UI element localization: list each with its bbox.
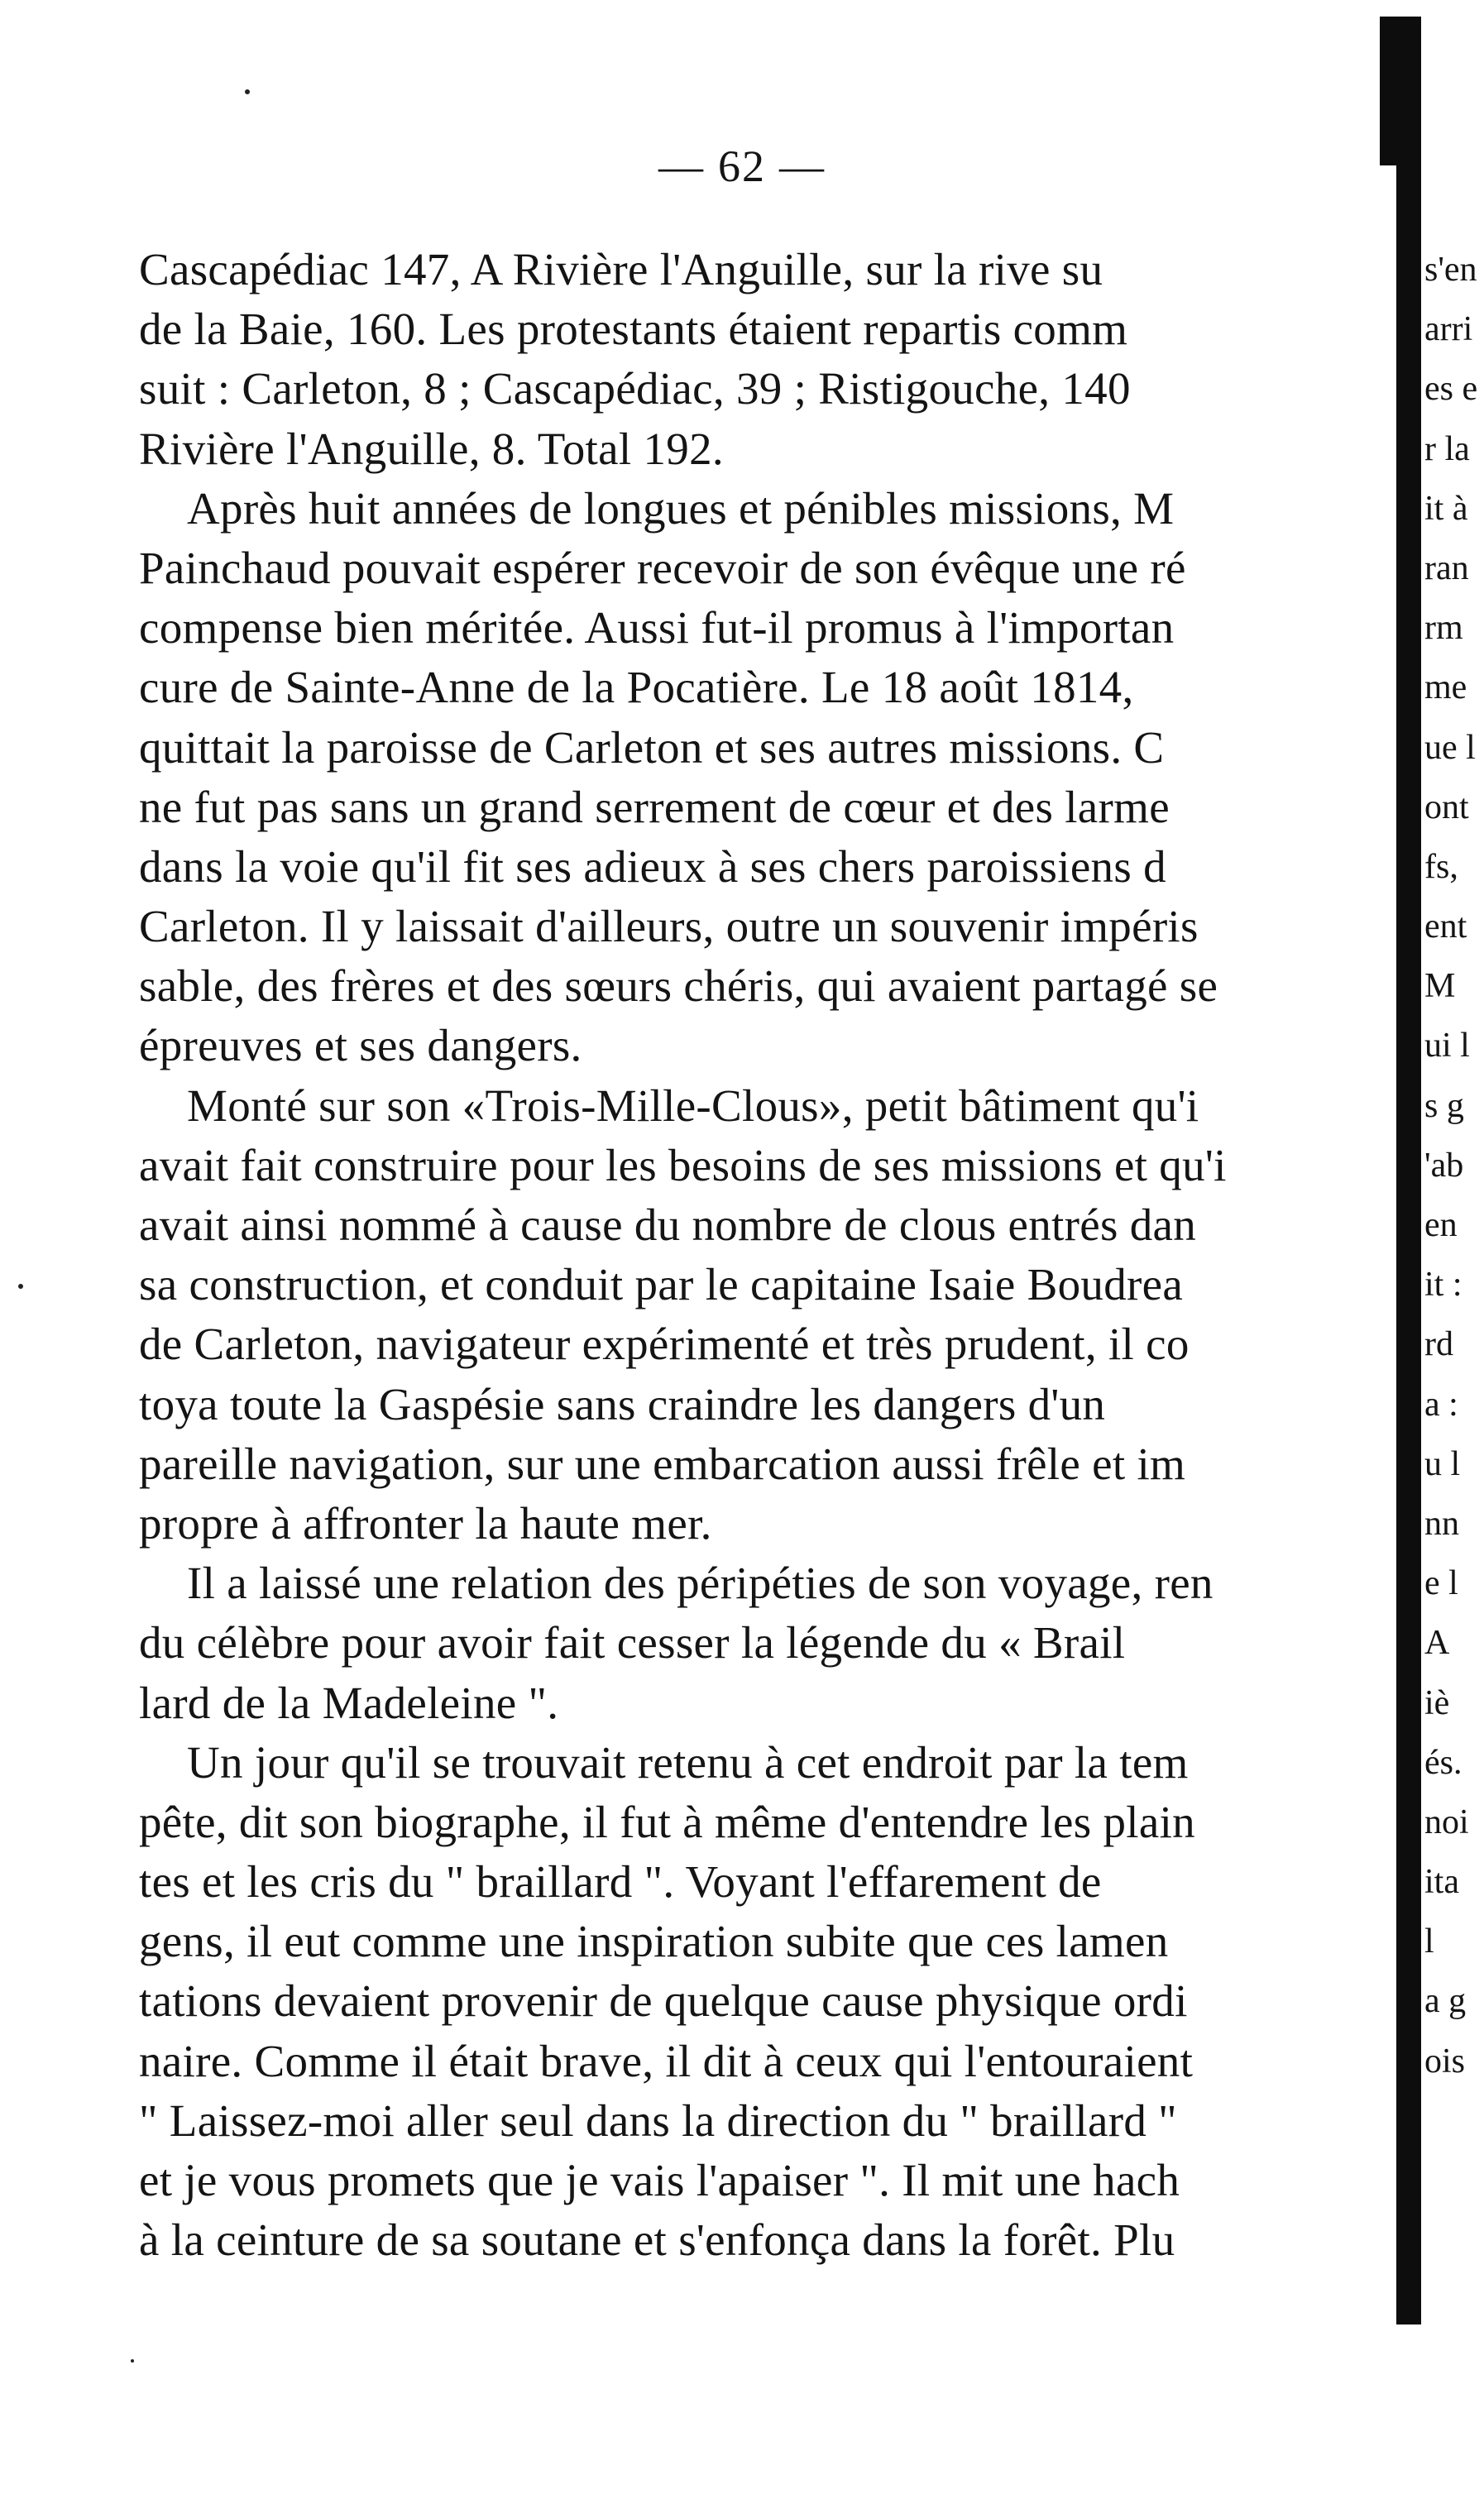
facing-page-line: nn [1424,1504,1459,1543]
text-line: cure de Sainte-Anne de la Pocatière. Le 18 août 1814, [139,662,1134,713]
text-line: et je vous promets que je vais l'apaiser ". Il mit une hach [139,2155,1180,2205]
text-line: Un jour qu'il se trouvait retenu à cet endroit par la tem [187,1736,1189,1788]
facing-page-line: ois [1424,2042,1466,2080]
facing-page-line: 'ab [1424,1146,1464,1185]
facing-page-line: fs, [1424,847,1458,886]
text-line: tes et les cris du " braillard ". Voyant l'effarement de [139,1856,1102,1908]
facing-page-line: A [1424,1624,1450,1663]
text-line: Rivière l'Anguille, 8. Total 192. [139,423,724,474]
facing-page-line: e l [1424,1564,1458,1603]
facing-page-line: r la [1424,429,1470,468]
text-line: gens, il eut comme une inspiration subite que ces lamen [139,1916,1169,1967]
text-line: suit : Carleton, 8 ; Cascapédiac, 39 ; Ristigouche, 140 [139,363,1131,414]
facing-page-line: s'en [1424,251,1477,289]
facing-page-fragment [1421,240,1484,2080]
facing-page-line: noi [1424,1803,1469,1841]
facing-page-line: a g [1424,1982,1467,2021]
text-line: ne fut pas sans un grand serrement de cœur et des larme [139,781,1170,832]
facing-page-line: ue l [1424,728,1476,767]
facing-page-line: ent [1424,907,1467,946]
text-line: quittait la paroisse de Carleton et ses autres missions. C [139,721,1165,773]
facing-page-line: rm [1424,609,1463,648]
body-text-column [139,240,1396,2341]
facing-page-line: es e [1424,370,1478,409]
page-number [0,141,1484,192]
facing-page-line: it à [1424,489,1468,528]
text-line: tations devaient provenir de quelque cause physique ordi [139,1975,1188,2027]
text-line: à la ceinture de sa soutane et s'enfonça dans la forêt. Plu [139,2214,1175,2266]
scan-speck [245,89,250,94]
text-line: Cascapédiac 147, A Rivière l'Anguille, sur la rive su [139,244,1103,294]
facing-page-line: rd [1424,1325,1453,1364]
scan-speck [131,2359,134,2363]
facing-page-line: s g [1424,1086,1464,1125]
text-line: du célèbre pour avoir fait cesser la légende du « Brail [139,1617,1126,1669]
scan-speck [18,1284,23,1289]
text-line: avait ainsi nommé à cause du nombre de clous entrés dan [139,1199,1197,1250]
text-line: compense bien méritée. Aussi fut-il promus à l'importan [139,602,1175,654]
text-line: Carleton. Il y laissait d'ailleurs, outre un souvenir impéris [139,901,1199,952]
text-line: de Carleton, navigateur expérimenté et très prudent, il co [139,1319,1190,1370]
text-line: épreuves et ses dangers. [139,1020,582,1071]
facing-page-line: en [1424,1206,1458,1244]
text-line: sa construction, et conduit par le capitaine Isaie Boudrea [139,1259,1184,1310]
text-line: avait fait construire pour les besoins de ses missions et qu'i [139,1139,1227,1190]
page-number-value: 62 [718,141,766,191]
facing-page-line: arri [1424,310,1473,349]
facing-page-line: ita [1424,1863,1459,1902]
text-line: pête, dit son biographe, il fut à même d'entendre les plain [139,1796,1195,1847]
text-line: dans la voie qu'il fit ses adieux à ses chers paroissiens d [139,840,1166,892]
facing-page-line: a : [1424,1385,1458,1424]
text-line: Après huit années de longues et pénibles missions, M [187,482,1175,534]
page-number-dash-right: — [779,141,826,191]
text-line: de la Baie, 160. Les protestants étaient repartis comm [139,304,1128,355]
facing-page-line: M [1424,967,1456,1006]
text-line: toya toute la Gaspésie sans craindre les dangers d'un [139,1378,1106,1429]
book-gutter-shadow [1396,17,1421,2324]
text-line: Il a laissé une relation des péripéties de son voyage, ren [187,1558,1214,1609]
facing-page-line: it : [1424,1266,1462,1305]
text-line: sable, des frères et des sœurs chéris, qui avaient partagé se [139,960,1218,1012]
facing-page-line: ran [1424,548,1469,587]
facing-page-line: és. [1424,1743,1462,1782]
facing-page-line: me [1424,668,1467,707]
text-line: pareille navigation, sur une embarcation aussi frêle et im [139,1438,1186,1489]
text-line: Monté sur son «Trois-Mille-Clous», petit bâtiment qu'i [187,1080,1199,1131]
text-line: lard de la Madeleine ". [139,1677,559,1728]
text-line: " Laissez-moi aller seul dans la direction du " braillard " [139,2095,1177,2146]
text-line: naire. Comme il était brave, il dit à ceux qui l'entouraient [139,2035,1194,2086]
facing-page-line: u l [1424,1444,1461,1483]
text-line: propre à affronter la haute mer. [139,1497,712,1549]
facing-page-line: iè [1424,1683,1450,1722]
facing-page-line: l [1424,1922,1434,1961]
text-line: Painchaud pouvait espérer recevoir de son évêque une ré [139,542,1186,593]
facing-page-line: ont [1424,788,1469,826]
page-number-dash-left: — [658,141,705,191]
facing-page-line: ui l [1424,1027,1470,1065]
book-gutter-shadow-top [1380,17,1401,165]
